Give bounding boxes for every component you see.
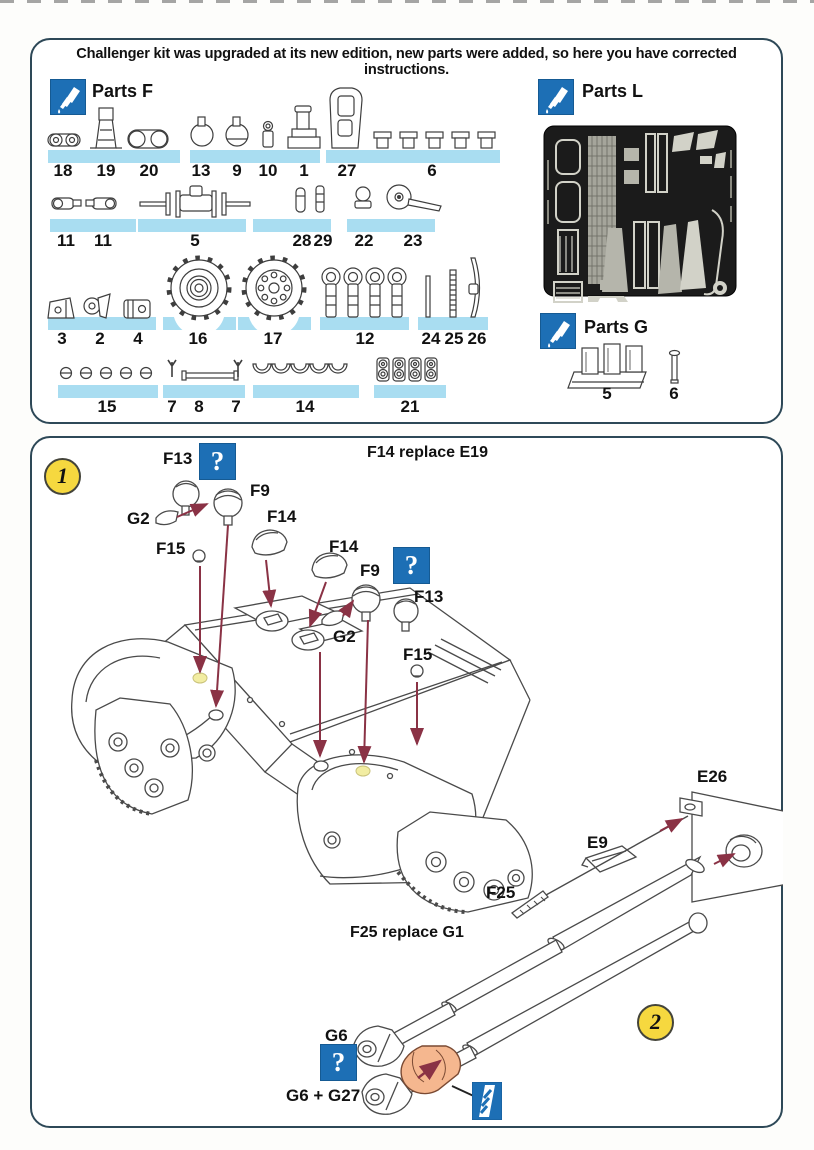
part-number: 9 — [232, 161, 242, 180]
label-f13-right: F13 — [414, 587, 444, 606]
part-number: 4 — [133, 329, 143, 348]
part-number: 26 — [467, 329, 487, 348]
glue-spot-highlight — [356, 766, 370, 776]
part-number: 21 — [400, 397, 420, 416]
part-number: 27 — [337, 161, 357, 180]
part-number: 28 — [292, 231, 312, 250]
part-number: 1 — [299, 161, 309, 180]
parts-l-title: Parts L — [582, 81, 644, 101]
paint-stripe-icon — [472, 1082, 502, 1120]
step2-note: F25 replace G1 — [350, 924, 464, 941]
question-glyph: ? — [210, 446, 225, 476]
part-number: 18 — [53, 161, 73, 180]
part-number: 10 — [258, 161, 278, 180]
parts-f-title: Parts F — [92, 81, 154, 101]
label-g6-g27: G6 + G27 — [286, 1086, 361, 1105]
label-f13-left: F13 — [163, 449, 193, 468]
question-glyph: ? — [404, 550, 419, 580]
parts-f-row1-drawings — [48, 88, 495, 148]
question-icon — [393, 547, 430, 584]
label-f14-second: F14 — [329, 537, 359, 556]
label-f15-right: F15 — [403, 645, 433, 664]
part-number: 16 — [188, 329, 208, 348]
tank-hull-drawing — [72, 588, 533, 912]
part-number: 11 — [94, 231, 112, 250]
label-f15-left: F15 — [156, 539, 186, 558]
label-f14-first: F14 — [267, 507, 297, 526]
parts-g-drawings — [568, 344, 680, 388]
part-number: 6 — [427, 161, 437, 180]
label-e9: E9 — [587, 833, 608, 852]
step1-note: F14 replace E19 — [367, 444, 488, 461]
part-number: 13 — [191, 161, 211, 180]
part-number: 19 — [96, 161, 116, 180]
part-number: 14 — [295, 397, 315, 416]
label-g6: G6 — [325, 1026, 348, 1045]
parts-g-title: Parts G — [584, 317, 649, 337]
part-number: 25 — [444, 329, 464, 348]
photoetch-fret-image — [544, 126, 736, 302]
parts-f-row2-drawings — [52, 185, 441, 217]
part-number: 8 — [194, 397, 204, 416]
part-number: 6 — [669, 384, 679, 403]
parts-f-row3-drawings — [48, 258, 480, 318]
part-number: 7 — [167, 397, 177, 416]
step-2-number: 2 — [650, 1009, 661, 1034]
part-number: 2 — [95, 329, 105, 348]
muzzle-brake-drawing — [401, 1046, 460, 1094]
label-e26: E26 — [697, 767, 728, 786]
label-f25: F25 — [486, 883, 516, 902]
question-glyph: ? — [331, 1047, 346, 1077]
part-number: 12 — [355, 329, 375, 348]
label-g2-left: G2 — [127, 509, 150, 528]
part-number: 24 — [421, 329, 441, 348]
glue-spot-highlight — [193, 673, 207, 683]
part-number: 3 — [57, 329, 67, 348]
part-number: 5 — [190, 231, 200, 250]
label-f9-left: F9 — [250, 481, 270, 500]
label-f9-right: F9 — [360, 561, 380, 580]
notice-text: Challenger kit was upgraded at its new edition, new parts were added, so here you have corrected instructions. — [76, 46, 737, 78]
part-number: 20 — [139, 161, 159, 180]
question-icon — [320, 1044, 357, 1081]
step-1-number: 1 — [57, 463, 68, 488]
part-number: 7 — [231, 397, 241, 416]
part-number: 17 — [263, 329, 283, 348]
part-number: 15 — [97, 397, 117, 416]
step-1-marker — [44, 458, 81, 495]
part-number: 5 — [602, 384, 612, 403]
scan-artifact-top — [0, 0, 814, 3]
part-number: 23 — [403, 231, 423, 250]
step-2-marker — [637, 1004, 674, 1041]
part-number: 11 — [57, 231, 75, 250]
part-number: 29 — [313, 231, 333, 250]
label-g2-right: G2 — [333, 627, 356, 646]
parts-f-row4-drawings — [61, 358, 438, 381]
part-number: 22 — [354, 231, 374, 250]
question-icon — [199, 443, 236, 480]
